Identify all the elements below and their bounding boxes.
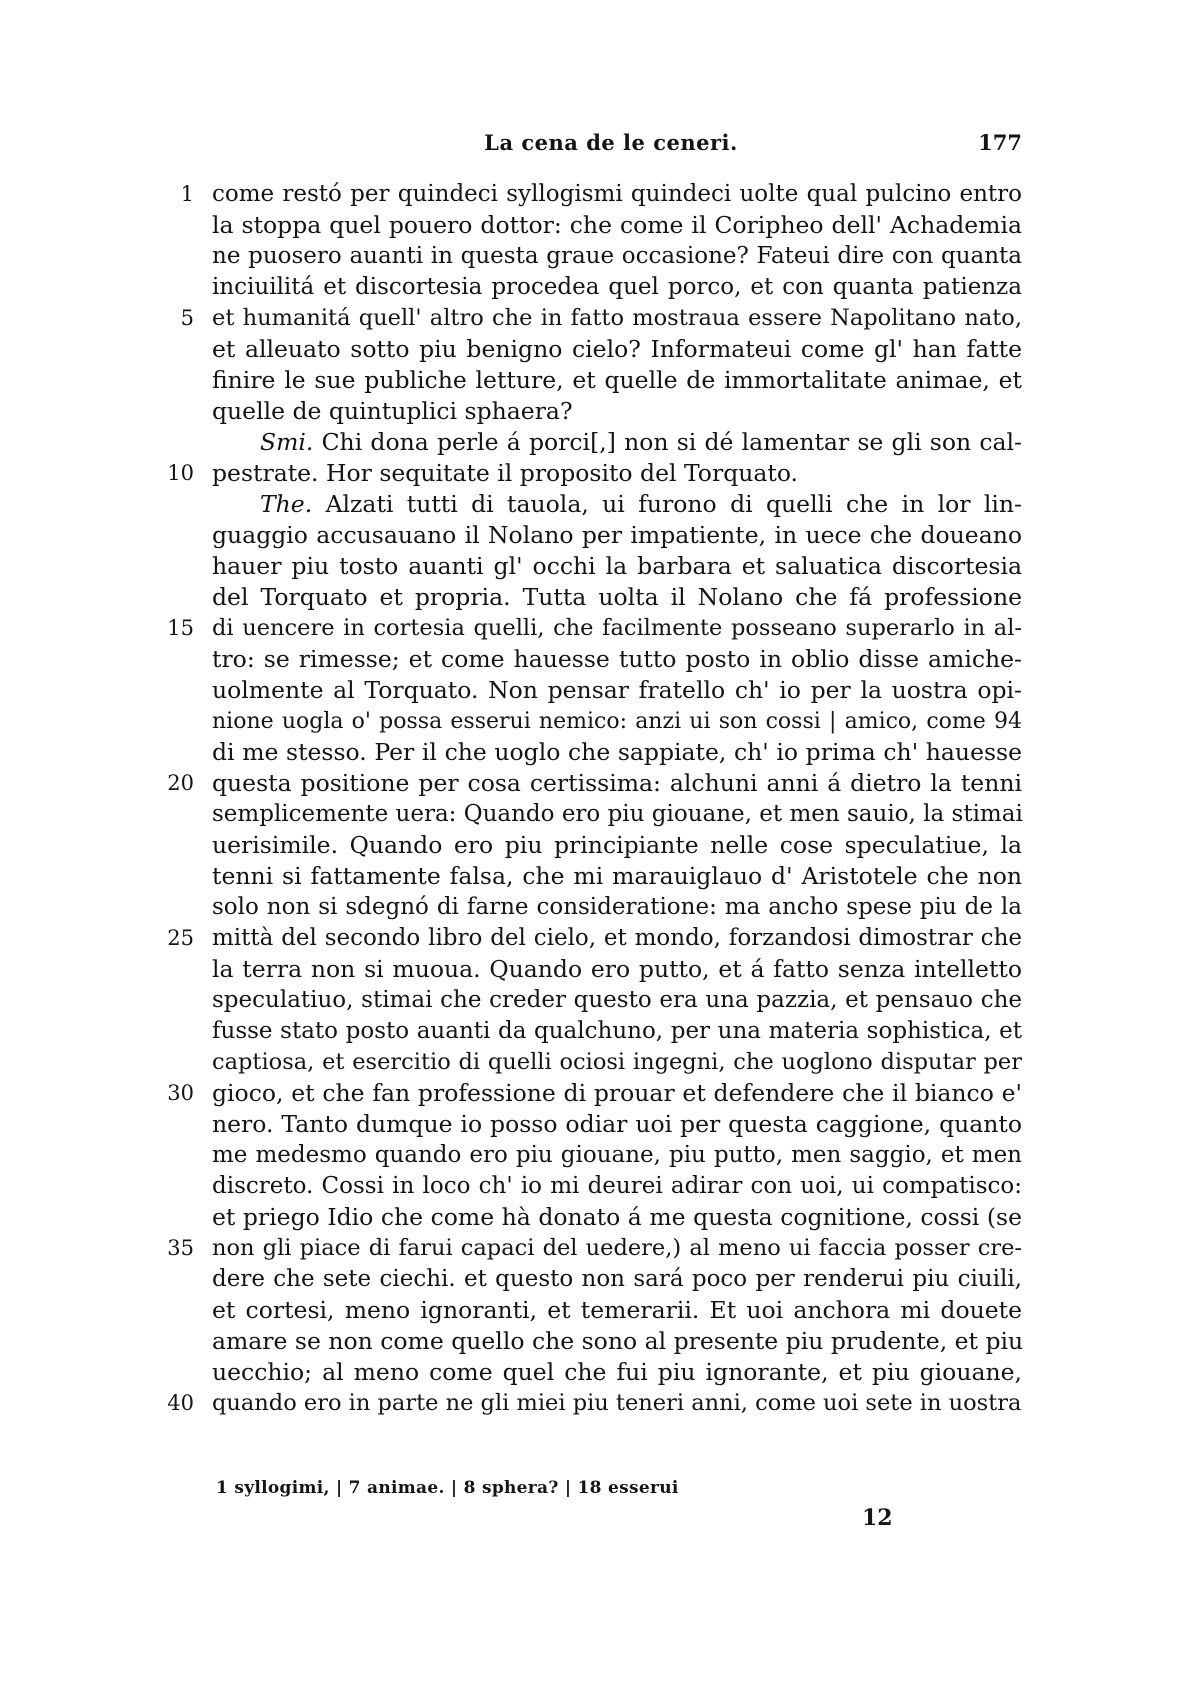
text-line (0, 1202, 1193, 1233)
speaker-label: The. (260, 490, 313, 518)
line-number: 30 (167, 1081, 194, 1105)
line-text: di uencere in cortesia quelli, che facilmente posseano superarlo in al- (212, 615, 1022, 641)
line-text: guaggio accusauano il Nolano per impatiente, in uece che doueano (212, 521, 1022, 549)
line-number: 5 (180, 306, 194, 330)
text-line (0, 334, 1193, 365)
text-line (0, 551, 1193, 582)
text-line (0, 303, 1193, 334)
text-line (0, 1233, 1193, 1264)
speech-text: Alzati tutti di tauola, ui furono di quelli che in lor lin- (325, 490, 1022, 518)
text-line (0, 1357, 1193, 1388)
line-text: uerisimile. Quando ero piu principiante nelle cose speculatiue, la (212, 831, 1022, 859)
line-number: 1 (180, 182, 194, 206)
line-text: fusse stato posto auanti da qualchuno, per una materia sophistica, et (212, 1018, 1022, 1044)
text-line (0, 1016, 1193, 1047)
line-number: 40 (167, 1391, 194, 1415)
line-text: gioco, et che fan professione di prouar et defendere che il bianco e' (212, 1079, 1022, 1107)
critical-apparatus: 1 syllogimi, | 7 animae. | 8 sphera? | 18 esserui (216, 1478, 679, 1498)
line-text: di me stesso. Per il che uoglo che sappiate, ch' io prima ch' hauesse (212, 738, 1022, 766)
text-line (0, 861, 1193, 892)
line-text: me medesmo quando ero piu giouane, piu putto, men saggio, et men (212, 1142, 1022, 1168)
text-line (0, 210, 1193, 241)
text-line (0, 1264, 1193, 1295)
text-line (0, 1109, 1193, 1140)
line-text: speculatiuo, stimai che creder questo era una pazzia, et pensauo che (212, 987, 1022, 1013)
page-number: 177 (978, 130, 1022, 155)
text-line (0, 1078, 1193, 1109)
line-text: quando ero in parte ne gli miei piu teneri anni, come uoi sete in uostra (212, 1390, 1022, 1416)
line-text: uolmente al Torquato. Non pensar fratello ch' io per la uostra opi- (212, 676, 1022, 704)
line-text: mittà del secondo libro del cielo, et mondo, forzandosi dimostrar che (212, 925, 1022, 951)
text-line (0, 1295, 1193, 1326)
line-text: inciuilitá et discortesia procedea quel porco, et con quanta patienza (212, 274, 1022, 300)
line-text: ne puosero auanti in questa graue occasione? Fateui dire con quanta (212, 243, 1022, 269)
line-number: 35 (167, 1236, 194, 1260)
line-text: solo non si sdegnó di farne consideratione: ma ancho spese piu de la (212, 894, 1022, 920)
text-line (0, 799, 1193, 830)
main-text (0, 179, 1193, 1419)
text-line (0, 396, 1193, 427)
line-text: hauer piu tosto auanti gl' occhi la barbara et saluatica discortesia (212, 552, 1022, 580)
line-text: del Torquato et propria. Tutta uolta il Nolano che fá professione (212, 583, 1022, 611)
line-text: come restó per quindeci syllogismi quindeci uolte qual pulcino entro (212, 181, 1022, 207)
line-text: et humanitá quell' altro che in fatto mostraua essere Napolitano nato, (212, 305, 1022, 331)
text-line (0, 489, 1193, 520)
text-line (0, 582, 1193, 613)
text-line (0, 644, 1193, 675)
text-line (0, 241, 1193, 272)
text-line (0, 954, 1193, 985)
text-line (0, 1171, 1193, 1202)
text-line (0, 985, 1193, 1016)
text-line (0, 613, 1193, 644)
text-line (0, 520, 1193, 551)
line-text: amare se non come quello che sono al presente piu prudente, et piu (212, 1327, 1024, 1355)
line-text: non gli piace di farui capaci del uedere,) al meno ui faccia posser cre- (212, 1235, 1022, 1261)
line-text: semplicemente uera: Quando ero piu giouane, et men sauio, la stimai (212, 801, 1023, 827)
line-text (260, 489, 1022, 520)
text-line (0, 272, 1193, 303)
text-line (0, 706, 1193, 737)
line-text: questa positione per cosa certissima: alchuni anni á dietro la tenni (212, 769, 1022, 797)
line-text: nione uogla o' possa esserui nemico: anzi ui son cossi | amico, come 94 (212, 709, 1022, 734)
text-line (0, 1388, 1193, 1419)
line-text: la stoppa quel pouero dottor: che come il Coripheo dell' Achademia (212, 211, 1022, 239)
text-line (0, 1326, 1193, 1357)
text-line (0, 179, 1193, 210)
printer-signature: 12 (862, 1505, 893, 1531)
running-title: La cena de le ceneri. (484, 130, 738, 155)
line-text: et priego Idio che come hà donato á me questa cognitione, cossi (se (212, 1203, 1022, 1231)
line-text: la terra non si muoua. Quando ero putto, et á fatto senza intelletto (212, 955, 1022, 983)
text-line (0, 830, 1193, 861)
line-text: nero. Tanto dumque io posso odiar uoi per questa caggione, quanto (212, 1110, 1022, 1138)
text-line (0, 675, 1193, 706)
text-line (0, 458, 1193, 489)
text-line (0, 1140, 1193, 1171)
line-text: et alleuato sotto piu benigno cielo? Informateui come gl' han fatte (212, 335, 1022, 363)
line-number: 25 (167, 926, 194, 950)
line-text: pestrate. Hor sequitate il proposito del Torquato. (212, 459, 799, 487)
line-number: 10 (167, 461, 194, 485)
line-text: captiosa, et esercitio di quelli ociosi ingegni, che uoglono disputar per (212, 1049, 1022, 1075)
page-header (200, 130, 1022, 160)
line-text: quelle de quintuplici sphaera? (212, 397, 573, 425)
speech-text: Chi dona perle á porci[,] non si dé lamentar se gli son cal- (321, 428, 1022, 456)
line-text: finire le sue publiche letture, et quelle de immortalitate animae, et (212, 366, 1022, 394)
text-line (0, 365, 1193, 396)
line-number: 20 (167, 771, 194, 795)
line-text: dere che sete ciechi. et questo non sará poco per renderui piu ciuili, (212, 1266, 1022, 1292)
line-text: uecchio; al meno come quel che fui piu ignorante, et piu giouane, (212, 1358, 1022, 1386)
text-line (0, 923, 1193, 954)
line-text: discreto. Cossi in loco ch' io mi deurei adirar con uoi, ui compatisco: (212, 1173, 1022, 1199)
text-line (0, 768, 1193, 799)
text-line (0, 1047, 1193, 1078)
line-text: tro: se rimesse; et come hauesse tutto posto in oblio disse amiche- (212, 645, 1022, 673)
speaker-label: Smi. (260, 428, 314, 456)
line-text (260, 427, 1022, 458)
line-number: 15 (167, 616, 194, 640)
text-line (0, 427, 1193, 458)
line-text: tenni si fattamente falsa, che mi marauiglauo d' Aristotele che non (212, 862, 1022, 890)
text-line (0, 737, 1193, 768)
line-text: et cortesi, meno ignoranti, et temerarii. Et uoi anchora mi douete (212, 1296, 1022, 1324)
text-line (0, 892, 1193, 923)
